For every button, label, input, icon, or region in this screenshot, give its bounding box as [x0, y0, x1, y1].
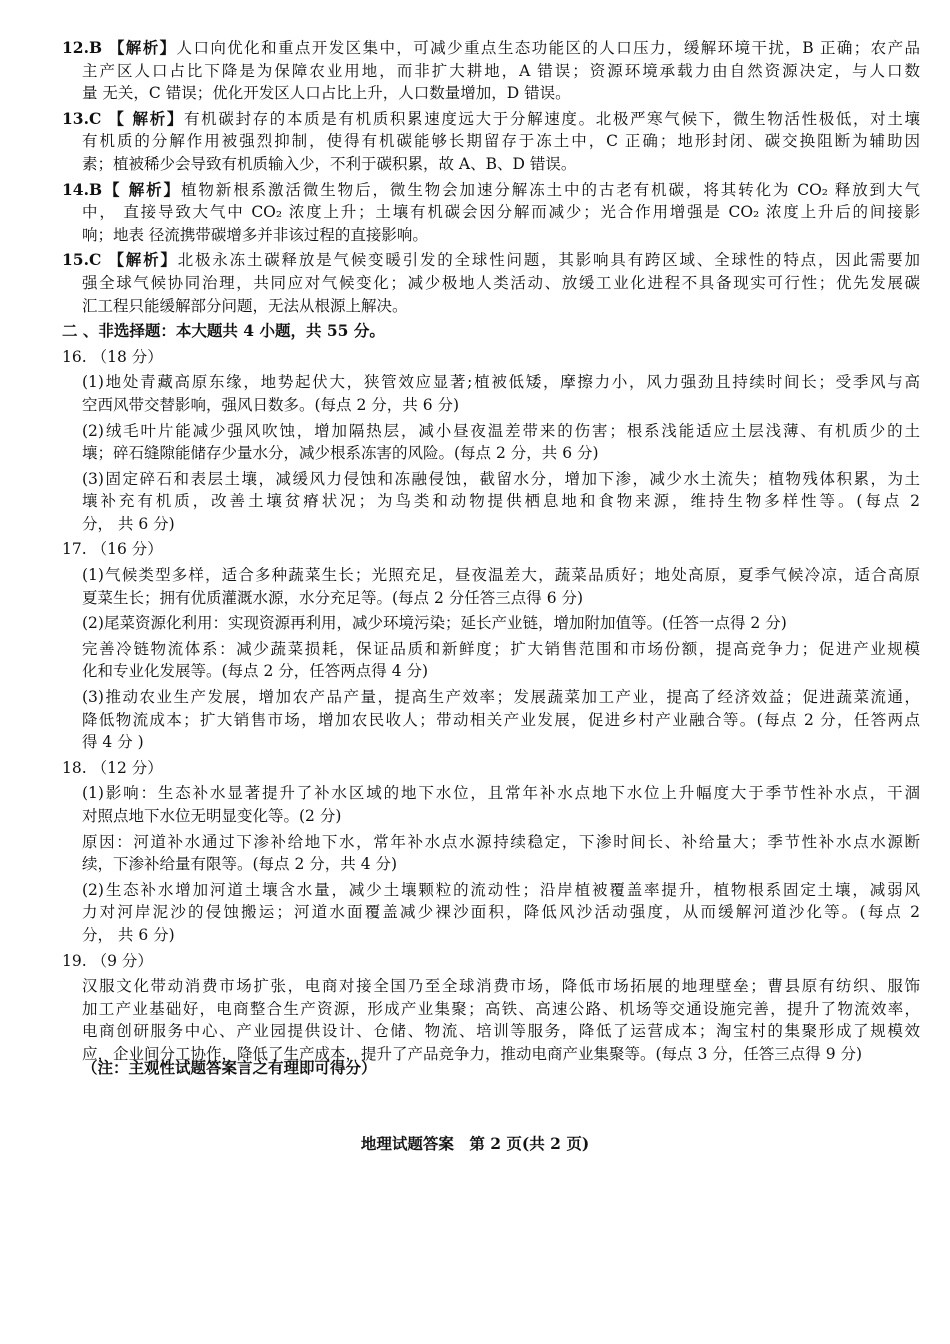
text-line: 电商创研服务中心、产业园提供设计、仓储、物流、培训等服务，降低了运营成本；淘宝村的集聚形成了规模效 [82, 1022, 920, 1041]
text-line: 二 、非选择题：本大题共 4 小题，共 55 分。 [62, 321, 385, 341]
page-footer: 地理试题答案 第 2 页(共 2 页) [360, 1134, 590, 1153]
text-line: 响；地表 径流携带碳增多并非该过程的直接影响。 [82, 225, 428, 244]
answer-paragraph [62, 371, 920, 416]
answer-paragraph [62, 468, 920, 536]
text-line: 12.B 【解析】人口向优化和重点开发区集中，可减少重点生态功能区的人口压力，缓解环境干扰，B 正确；农产品 [62, 38, 920, 57]
text-line: 15.C 【解析】北极永冻土碳释放是气候变暖引发的全球性问题，其影响具有跨区域、全球性的特点，因此需要加 [62, 250, 920, 270]
question-number [62, 950, 920, 973]
text-line: 应，企业间分工协作，降低了生产成本，提升了产品竞争力，推动电商产业集聚等。(每点 3 分，任答三点得 9 分) [82, 1044, 863, 1063]
text-line: 化和专业化发展等。(每点 2 分，任答两点得 4 分) [82, 662, 429, 681]
text-line: 完善冷链物流体系：减少蔬菜损耗，保证品质和新鲜度；扩大销售范围和市场份额，提高竞争力；促进产业规模 [82, 639, 920, 658]
answer-paragraph [62, 564, 920, 609]
text-line: 夏菜生长；拥有优质灌溉水源，水分充足等。(每点 2 分任答三点得 6 分) [82, 588, 584, 607]
text-line: 原因：河道补水通过下渗补给地下水，常年补水点水源持续稳定，下渗时间长、补给量大；季节性补水点水源断 [82, 832, 920, 851]
text-line: (3)固定碎石和表层土壤，减缓风力侵蚀和冻融侵蚀，截留水分，增加下渗，减少水土流失；植物残体积累，为土 [82, 469, 920, 488]
text-line: 量 无关，C 错误；优化开发区人口占比上升，人口数量增加，D 错误。 [82, 84, 571, 103]
grading-note: （注：主观性试题答案言之有理即可得分） [82, 1058, 377, 1077]
answer-paragraph [62, 420, 920, 465]
text-line: (2)生态补水增加河道土壤含水量，减少土壤颗粒的流动性；沿岸植被覆盖率提升，植物根系固定土壤，减弱风 [82, 880, 920, 899]
text-line: 13.C 【 解析】有机碳封存的本质是有机质积累速度远大于分解速度。北极严寒气候下，微生物活性极低，对土壤 [62, 108, 920, 128]
text-line: 汇工程只能缓解部分问题，无法从根源上解决。 [82, 296, 408, 315]
answer-paragraph [62, 975, 920, 1065]
answer-item [62, 108, 920, 176]
text-line: 汉服文化带动消费市场扩张，电商对接全国乃至全球消费市场，降低市场拓展的地理壁垒；曹县原有纺织、服饰 [82, 977, 920, 996]
text-line: 17. （16 分） [62, 540, 163, 559]
text-line: 16. （18 分） [62, 347, 163, 366]
question-number [62, 346, 920, 369]
text-line: (1)地处青藏高原东缘，地势起伏大，狭管效应显著;植被低矮，摩擦力小，风力强劲且持续时间长；受季风与高 [82, 373, 920, 392]
answer-paragraph [62, 686, 920, 754]
text-line: 强全球气候协同治理，共同应对气候变化；减少极地人类活动、放缓工业化进程不具备现实可行性；优先发展碳 [82, 273, 920, 292]
question-number [62, 538, 920, 561]
question-number [62, 757, 920, 780]
text-line: 空西风带交替影响，强风日数多。(每点 2 分，共 6 分) [82, 395, 460, 414]
answer-item [62, 37, 920, 105]
section-heading [62, 320, 920, 343]
text-line: 14.B【 解析】植物新根系激活微生物后，微生物会加速分解冻土中的古老有机碳，将其转化为 CO₂ 释放到大气 [62, 179, 920, 199]
text-line: 18. （12 分） [62, 758, 163, 777]
answer-document [62, 37, 920, 1069]
text-line: 降低物流成本；扩大销售市场，增加农民收人；带动相关产业发展，促进乡村产业融合等。(每点 2 分，任答两点 [82, 710, 920, 729]
answer-paragraph [62, 782, 920, 827]
text-line: (1)气候类型多样，适合多种蔬菜生长；光照充足，昼夜温差大，蔬菜品质好；地处高原，夏季气候冷凉，适合高原 [82, 566, 920, 585]
answer-paragraph [62, 612, 920, 635]
text-line: 素；植被稀少会导致有机质输入少，不利于碳积累，故 A、B、D 错误。 [82, 154, 577, 173]
text-line: 对照点地下水位无明显变化等。(2 分) [82, 807, 342, 825]
answer-paragraph [62, 831, 920, 876]
answer-item [62, 249, 920, 317]
text-line: 壤；碎石缝隙能储存少量水分，减少根系冻害的风险。(每点 2 分，共 6 分) [82, 444, 599, 463]
text-line: 得 4 分 ) [82, 733, 144, 752]
text-line: 力对河岸泥沙的侵蚀搬运；河道水面覆盖减少裸沙面积，降低风沙活动强度，从而缓解河道沙化等。(每点 2 [82, 903, 920, 922]
text-line: 主产区人口占比下降是为保障农业用地，而非扩大耕地，A 错误；资源环境承载力由自然资源决定，与人口数 [82, 61, 920, 80]
text-line: (2)尾菜资源化利用：实现资源再利用，减少环境污染；延长产业链，增加附加值等。(任答一点得 2 分) [82, 614, 787, 633]
answer-paragraph [62, 879, 920, 947]
text-line: 分， 共 6 分) [82, 925, 175, 944]
text-line: 续，下渗补给量有限等。(每点 2 分，共 4 分) [82, 855, 398, 874]
answer-item [62, 179, 920, 247]
text-line: 19. （9 分） [62, 951, 153, 970]
answer-paragraph [62, 638, 920, 683]
text-line: 中， 直接导致大气中 CO₂ 浓度上升；土壤有机碳会因分解而减少；光合作用增强是 CO₂ 浓度上升后的间接影 [82, 203, 920, 222]
text-line: 壤补充有机质，改善土壤贫瘠状况；为鸟类和动物提供栖息地和食物来源，维持生物多样性等。(每点 2 [82, 492, 920, 511]
text-line: 加工产业基础好，电商整合生产资源，形成产业集聚；高铁、高速公路、机场等交通设施完善，提升了物流效率， [82, 999, 920, 1018]
text-line: 有机质的分解作用被强烈抑制，使得有机碳能够长期留存于冻土中，C 正确；地形封闭、碳交换阻断为辅助因 [82, 132, 920, 151]
text-line: (3)推动农业生产发展，增加农产品产量，提高生产效率；发展蔬菜加工产业，提高了经济效益；促进蔬菜流通， [82, 688, 920, 707]
text-line: 分， 共 6 分) [82, 514, 175, 533]
text-line: (2)绒毛叶片能减少强风吹蚀，增加隔热层，减小昼夜温差带来的伤害；根系浅能适应土层浅薄、有机质少的土 [82, 421, 920, 440]
text-line: (1)影响：生态补水显著提升了补水区域的地下水位，且常年补水点地下水位上升幅度大于季节性补水点，干涸 [82, 784, 920, 803]
